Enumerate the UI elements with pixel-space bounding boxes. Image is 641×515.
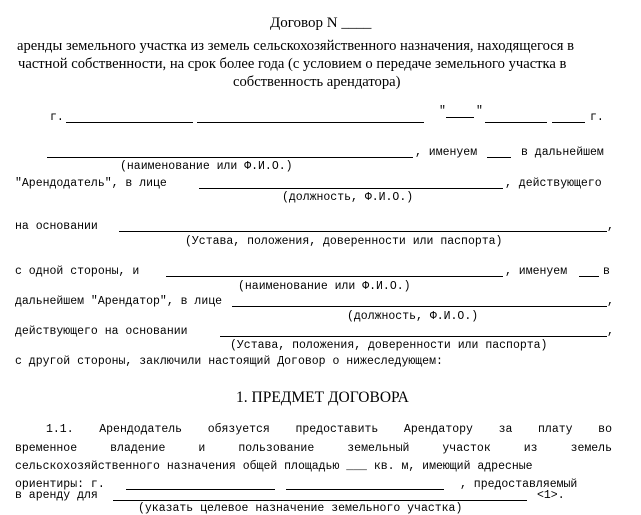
address-city-blank[interactable]: [126, 489, 275, 490]
lessor-name-hint: (наименование или Ф.И.О.): [120, 160, 293, 173]
lessee-name-blank[interactable]: [166, 276, 503, 277]
lessor-role-line: "Арендодатель", в лице: [15, 177, 167, 190]
lessee-in-word: в: [603, 265, 610, 278]
lessee-basis-hint: (Устава, положения, доверенности или паспорта): [230, 339, 548, 352]
lessor-in-further: в дальнейшем: [521, 146, 604, 159]
paragraph-1-1-line-2: временное владение и пользование земельный участок из земель: [15, 442, 612, 455]
purpose-blank[interactable]: [113, 500, 527, 501]
address-street-blank[interactable]: [286, 489, 444, 490]
lessor-position-blank[interactable]: [199, 188, 503, 189]
lessee-concluded: с другой стороны, заключили настоящий Договор о нижеследующем:: [15, 355, 443, 368]
lessor-basis-comma: ,: [607, 220, 614, 233]
paragraph-1-1-line-3: сельскохозяйственного назначения общей площадью ___ кв. м, имеющий адресные: [15, 460, 533, 473]
contract-subtitle-line-2: частной собственности, на срок более года (с условием о передаче земельного участка в: [18, 56, 567, 72]
contract-title: Договор N ____: [270, 15, 372, 31]
lessee-position-hint: (должность, Ф.И.О.): [347, 310, 479, 323]
year-blank[interactable]: [552, 122, 585, 123]
lessee-role-comma: ,: [607, 295, 614, 308]
paragraph-1-1-line-4-end: , предоставляемый: [460, 478, 578, 491]
lessor-named-label: , именуем: [415, 146, 478, 159]
city-prefix: г.: [50, 111, 64, 124]
lessee-role-line: дальнейшем "Арендатор", в лице: [15, 295, 223, 308]
lessee-acting-basis: действующего на основании: [15, 325, 188, 338]
lessor-gender-blank[interactable]: [487, 157, 511, 158]
section-1-heading: 1. ПРЕДМЕТ ДОГОВОРА: [236, 389, 409, 406]
lessee-one-side: с одной стороны, и: [15, 265, 140, 278]
place-blank[interactable]: [197, 122, 424, 123]
footnote-ref: <1>.: [537, 489, 565, 502]
paragraph-1-1-line-1: 1.1. Арендодатель обязуется предоставить Арендатору за плату во: [46, 423, 612, 436]
lessee-basis-blank[interactable]: [220, 336, 607, 337]
purpose-hint: (указать целевое назначение земельного участка): [138, 502, 463, 515]
city-blank[interactable]: [66, 122, 193, 123]
date-quote-open: ": [439, 105, 446, 118]
year-suffix: г.: [590, 111, 604, 124]
month-blank[interactable]: [485, 122, 547, 123]
lessee-name-hint: (наименование или Ф.И.О.): [238, 280, 411, 293]
lessor-acting: , действующего: [505, 177, 602, 190]
lessor-basis-blank[interactable]: [119, 231, 607, 232]
lessee-position-blank[interactable]: [232, 306, 607, 307]
lessor-name-blank[interactable]: [47, 157, 413, 158]
contract-subtitle-line-1: аренды земельного участка из земель сельскохозяйственного назначения, находящегося в: [17, 38, 574, 54]
paragraph-1-1-line-4-start: ориентиры: г.: [15, 478, 105, 491]
lessor-basis-label: на основании: [15, 220, 98, 233]
date-quote-close: ": [476, 105, 483, 118]
day-blank[interactable]: [446, 117, 474, 118]
contract-subtitle-line-3: собственность арендатора): [233, 74, 401, 90]
paragraph-1-1-line-5-start: в аренду для: [15, 489, 98, 502]
lessee-gender-blank[interactable]: [579, 276, 599, 277]
lessee-basis-comma: ,: [607, 325, 614, 338]
lessor-position-hint: (должность, Ф.И.О.): [282, 191, 414, 204]
lessor-basis-hint: (Устава, положения, доверенности или паспорта): [185, 235, 503, 248]
lessee-named-label: , именуем: [505, 265, 568, 278]
